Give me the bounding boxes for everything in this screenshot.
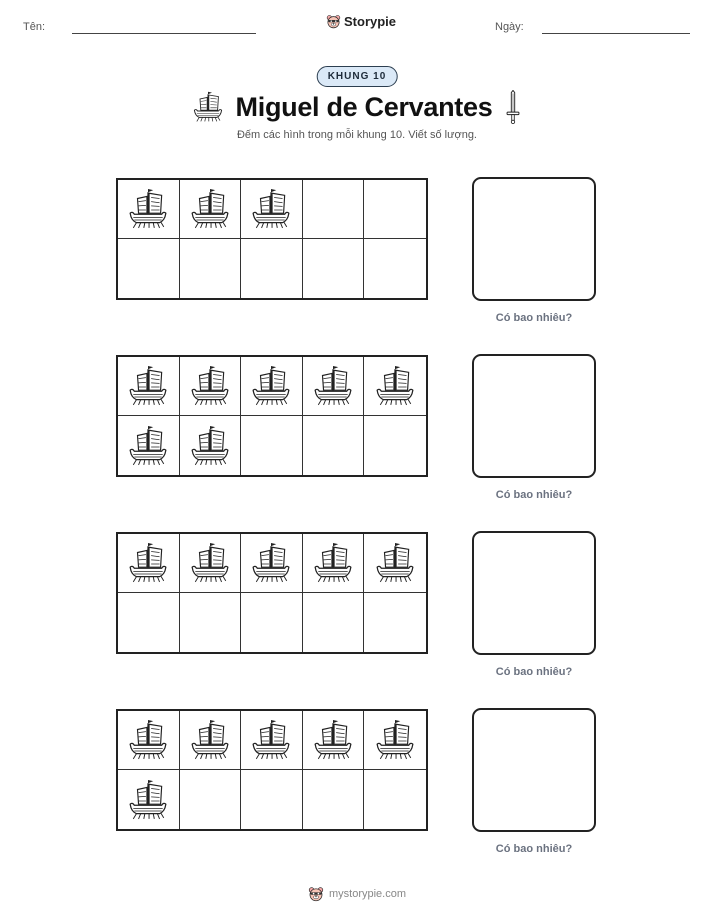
answer-box[interactable] [472,177,596,301]
ten-frame-cell [303,357,365,416]
ten-frame-cell [118,416,180,475]
ten-frame-cell [118,711,180,770]
count-question: Có bao nhiêu? [495,489,573,501]
ten-frame-cell [180,357,242,416]
ten-frame-cell [364,770,426,829]
viking-ship-icon [250,188,292,230]
name-input-line[interactable] [72,33,256,34]
viking-ship-icon [127,779,169,821]
viking-ship-icon [374,719,416,761]
viking-ship-icon [250,542,292,584]
viking-ship-icon [189,188,231,230]
viking-ship-icon [189,425,231,467]
ten-frame-cell [303,416,365,475]
count-question: Có bao nhiêu? [495,843,573,855]
ten-frame-cell [303,770,365,829]
ten-frame-cell [364,711,426,770]
ten-frame [116,178,428,300]
ten-frame-cell [118,534,180,593]
bear-mascot-icon [326,14,341,29]
count-question: Có bao nhiêu? [495,312,573,324]
ten-frame-cell [364,239,426,298]
sword-icon [504,90,522,124]
viking-ship-icon [189,542,231,584]
ten-frame-cell [241,593,303,652]
viking-ship-icon [312,542,354,584]
ten-frame-cell [241,357,303,416]
ten-frame-cell [364,593,426,652]
ten-frame [116,355,428,477]
date-label: Ngày: [495,21,524,33]
instructions: Đếm các hình trong mỗi khung 10. Viết số lượng. [236,129,477,141]
ten-frame-cell [180,534,242,593]
brand-name: Storypie [344,14,397,29]
footer [0,886,714,902]
answer-box[interactable] [472,708,596,832]
ten-frame-cell [241,239,303,298]
viking-ship-icon [127,719,169,761]
answer-box[interactable] [472,531,596,655]
ten-frame-cell [303,239,365,298]
viking-ship-icon [374,365,416,407]
ten-frame-cell [364,534,426,593]
ten-frame-cell [180,239,242,298]
ten-frame-cell [118,180,180,239]
ten-frame-cell [364,416,426,475]
ten-frame-cell [118,239,180,298]
viking-ship-icon [250,719,292,761]
ten-frame-cell [303,593,365,652]
ten-frame-cell [241,711,303,770]
viking-ship-icon [127,542,169,584]
ten-frame-cell [303,711,365,770]
ten-frame-cell [303,180,365,239]
viking-ship-icon [189,719,231,761]
ten-frame-cell [180,711,242,770]
bear-mascot-icon [308,886,324,902]
date-input-line[interactable] [542,33,690,34]
ten-frame-cell [180,593,242,652]
ten-frame [116,709,428,831]
ten-frame-cell [241,534,303,593]
viking-ship-icon [127,365,169,407]
viking-ship-icon [192,91,224,123]
ten-frame-cell [118,357,180,416]
viking-ship-icon [250,365,292,407]
viking-ship-icon [374,542,416,584]
ten-frame-cell [241,180,303,239]
ten-frame-cell [118,593,180,652]
viking-ship-icon [127,188,169,230]
page-title: Miguel de Cervantes [235,91,493,122]
viking-ship-icon [189,365,231,407]
viking-ship-icon [312,365,354,407]
ten-frame-cell [180,770,242,829]
ten-frame-cell [364,180,426,239]
brand-logo [326,14,396,29]
ten-frame-cell [180,416,242,475]
ten-frame-cell [364,357,426,416]
worksheet-type-badge: KHUNG 10 [317,66,398,87]
count-question: Có bao nhiêu? [495,666,573,678]
title-row [0,90,714,124]
ten-frame-cell [180,180,242,239]
ten-frame-cell [118,770,180,829]
footer-url[interactable]: mystorypie.com [328,888,407,900]
answer-box[interactable] [472,354,596,478]
viking-ship-icon [127,425,169,467]
viking-ship-icon [312,719,354,761]
name-label: Tên: [23,21,46,33]
ten-frame-cell [241,770,303,829]
ten-frame [116,532,428,654]
ten-frame-cell [303,534,365,593]
ten-frame-cell [241,416,303,475]
